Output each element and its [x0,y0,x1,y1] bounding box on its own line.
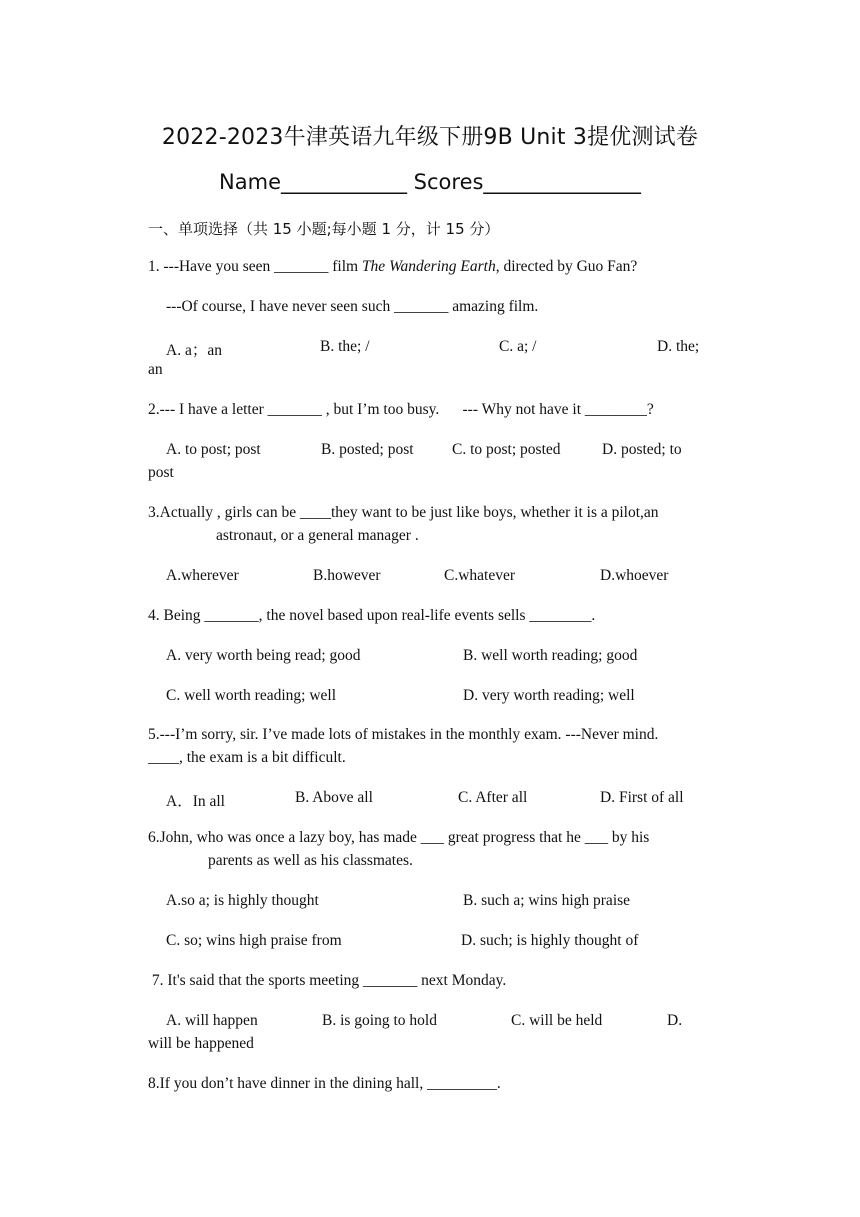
question-7-option-d: D. [667,1012,683,1029]
question-1-option-d: D. the; [657,338,700,355]
question-3-stem-wrap: astronaut, or a general manager . [216,527,419,544]
question-7-option-b: B. is going to hold [322,1012,437,1029]
question-4-option-a: A. very worth being read; good [166,647,361,664]
question-1-stem-start: 1. ---Have you seen _______ film [148,258,362,275]
question-8-stem: 8.If you don’t have dinner in the dining hall, _________. [148,1075,501,1092]
question-7-option-a: A. will happen [166,1012,258,1029]
question-7-option-c: C. will be held [511,1012,603,1029]
question-6-stem: 6.John, who was once a lazy boy, has made ___ great progress that he ___ by his [148,829,650,846]
name-scores-line: Name____________ Scores_______________ [219,170,641,194]
question-6-stem-wrap: parents as well as his classmates. [208,852,413,869]
question-6-option-d: D. such; is highly thought of [461,932,639,949]
film-title: The Wandering Earth [361,258,496,275]
question-2-option-b: B. posted; post [321,441,414,458]
question-4-option-b: B. well worth reading; good [463,647,638,664]
question-2-option-d-wrap: post [148,464,174,481]
section-heading: 一、单项选择（共 15 小题;每小题 1 分，计 15 分） [148,220,500,238]
question-3-option-d: D.whoever [600,567,669,584]
question-2-option-a: A. to post; post [166,441,261,458]
question-5-stem-wrap: ____, the exam is a bit difficult. [148,749,346,766]
question-1-stem-end: , directed by Guo Fan? [495,258,638,275]
question-1-reply: ---Of course, I have never seen such _______ amazing film. [166,298,539,315]
question-6-option-a: A.so a; is highly thought [166,892,319,909]
question-4-option-d: D. very worth reading; well [463,687,635,704]
question-5-option-d: D. First of all [600,789,684,806]
question-5-stem: 5.---I’m sorry, sir. I’ve made lots of mistakes in the monthly exam. ---Never mind. [148,726,659,743]
question-6-option-c: C. so; wins high praise from [166,932,342,949]
question-5-option-c: C. After all [458,789,528,806]
question-3-option-b: B.however [313,567,381,584]
question-3-stem: 3.Actually , girls can be ____they want to be just like boys, whether it is a pilot,an [148,504,659,521]
question-7-stem: 7. It's said that the sports meeting _______ next Monday. [148,972,507,989]
question-5-option-b: B. Above all [295,789,373,806]
question-2-option-c: C. to post; posted [452,441,561,458]
question-1-option-c: C. a; / [499,338,537,355]
question-3-option-c: C.whatever [444,567,516,584]
question-6-option-b: B. such a; wins high praise [463,892,631,909]
question-2-option-d: D. posted; to [602,441,682,458]
question-4-option-c: C. well worth reading; well [166,687,337,704]
question-1-option-d-wrap: an [148,361,163,378]
question-4-stem: 4. Being _______, the novel based upon real-life events sells ________. [148,607,596,624]
page-title: 2022-2023牛津英语九年级下册9B Unit 3提优测试卷 [161,125,699,150]
question-1-option-a: A. a；an [166,342,222,359]
question-5-option-a: A．In all [166,793,225,810]
question-1-option-b: B. the; / [320,338,370,355]
question-2-stem: 2.--- I have a letter _______ , but I’m too busy. --- Why not have it ________? [148,401,654,418]
question-7-option-d-wrap: will be happened [148,1035,254,1052]
question-1-stem [148,258,708,276]
question-3-option-a: A.wherever [166,567,239,584]
